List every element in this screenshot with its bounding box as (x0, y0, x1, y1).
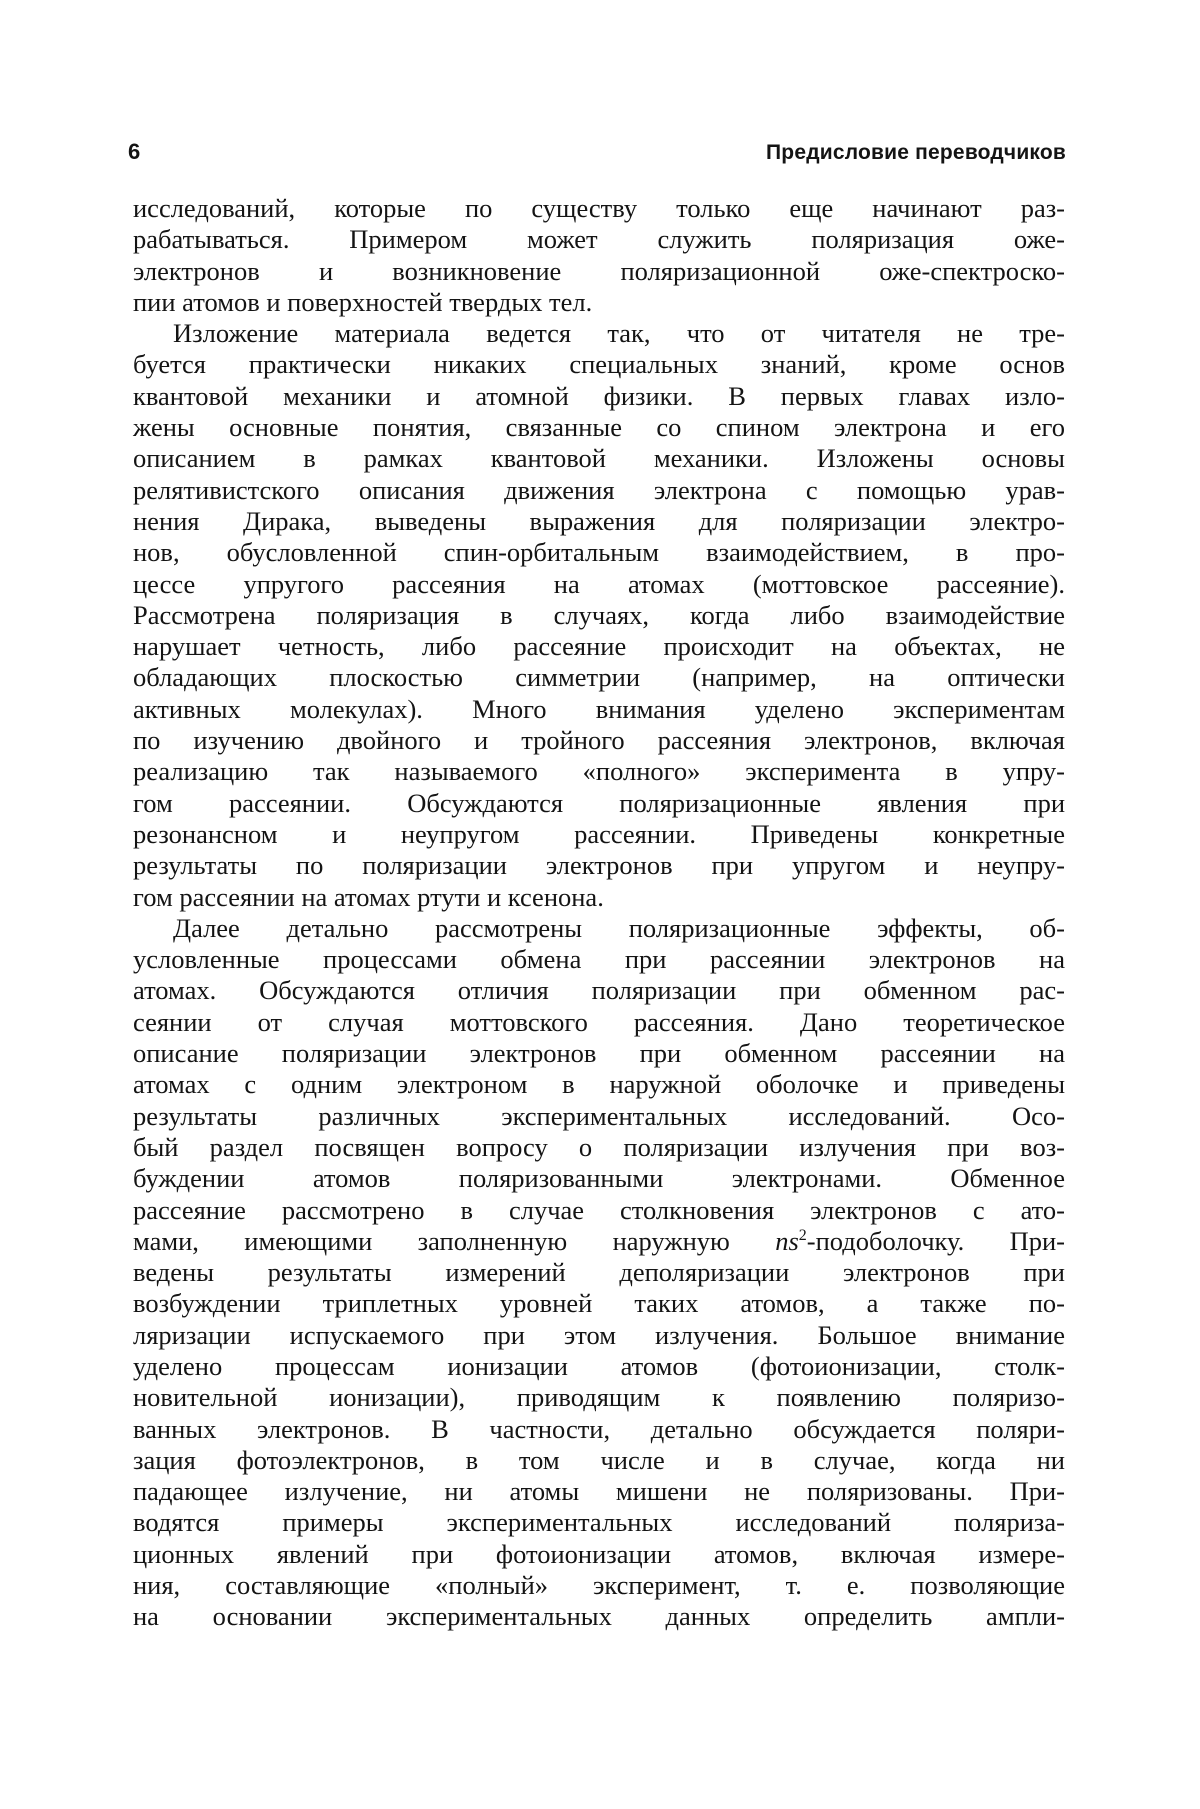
text-line: зация фотоэлектронов, в том числе и в случае, когда ни (133, 1444, 1065, 1475)
text-line: релятивистского описания движения электрона с помощью урав- (133, 474, 1065, 505)
text-line: нения Дирака, выведены выражения для поляризации электро- (133, 505, 1065, 536)
text-line: ванных электронов. В частности, детально обсуждается поляри- (133, 1413, 1065, 1444)
text-line: резонансном и неупругом рассеянии. Приведены конкретные (133, 818, 1065, 849)
text-line: обладающих плоскостью симметрии (например, на оптически (133, 662, 1065, 693)
text-line: новительной ионизации), приводящим к появлению поляризо- (133, 1382, 1065, 1413)
text-line-italic: ns (775, 1225, 799, 1256)
text-line: рабатываться. Примером может служить поляризация оже- (133, 224, 1065, 255)
text-line: атомах с одним электроном в наружной оболочке и приведены (133, 1069, 1065, 1100)
text-line: по изучению двойного и тройного рассеяния электронов, включая (133, 725, 1065, 756)
text-line: описание поляризации электронов при обменном рассеянии на (133, 1038, 1065, 1069)
text-line: гом рассеянии. Обсуждаются поляризационные явления при (133, 787, 1065, 818)
text-line: нарушает четность, либо рассеяние происходит на объектах, не (133, 631, 1065, 662)
text-line: результаты различных экспериментальных исследований. Осо- (133, 1100, 1065, 1131)
text-line: Далее детально рассмотрены поляризационные эффекты, об- (173, 912, 1065, 943)
text-line: ния, составляющие «полный» эксперимент, т. е. позволяющие (133, 1570, 1065, 1601)
text-line: квантовой механики и атомной физики. В первых главах изло- (133, 380, 1065, 411)
text-line: нов, обусловленной спин-орбитальным взаимодействием, в про- (133, 537, 1065, 568)
text-line: на основании экспериментальных данных определить ампли- (133, 1601, 1065, 1632)
text-line: гом рассеянии на атомах ртути и ксенона. (133, 881, 604, 912)
body-text (133, 193, 1065, 1633)
text-line: цессе упругого рассеяния на атомах (моттовское рассеяние). (133, 568, 1065, 599)
text-line: реализацию так называемого «полного» эксперимента в упру- (133, 756, 1065, 787)
text-line-text-before: мами, имеющими заполненную наружную (133, 1225, 776, 1256)
text-line: водятся примеры экспериментальных исследований поляриза- (133, 1507, 1065, 1538)
text-line: возбуждении триплетных уровней таких атомов, а также по- (133, 1288, 1065, 1319)
running-title: Предисловие переводчиков (766, 141, 1066, 164)
text-line: ляризации испускаемого при этом излучения. Большое внимание (133, 1319, 1065, 1350)
text-line: ционных явлений при фотоионизации атомов, включая измере- (133, 1538, 1065, 1569)
text-line-text-after: -подоболочку. При- (806, 1225, 1065, 1256)
text-line: сеянии от случая моттовского рассеяния. Дано теоретическое (133, 1006, 1065, 1037)
text-line: падающее излучение, ни атомы мишени не поляризованы. При- (133, 1476, 1065, 1507)
text-line: атомах. Обсуждаются отличия поляризации при обменном рас- (133, 975, 1065, 1006)
text-line: жены основные понятия, связанные со спином электрона и его (133, 412, 1065, 443)
text-line: результаты по поляризации электронов при упругом и неупру- (133, 850, 1065, 881)
text-line: бый раздел посвящен вопросу о поляризации излучения при воз- (133, 1131, 1065, 1162)
text-line: исследований, которые по существу только еще начинают раз- (133, 193, 1065, 223)
text-line: условленные процессами обмена при рассеянии электронов на (133, 944, 1065, 975)
text-line: пии атомов и поверхностей твердых тел. (133, 286, 593, 317)
text-line: буждении атомов поляризованными электронами. Обменное (133, 1163, 1065, 1194)
text-line: уделено процессам ионизации атомов (фотоионизации, столк- (133, 1350, 1065, 1381)
text-line: активных молекулах). Много внимания уделено экспериментам (133, 693, 1065, 724)
text-line: ведены результаты измерений деполяризации электронов при (133, 1257, 1065, 1288)
text-line: рассеяние рассмотрено в случае столкновения электронов с ато- (133, 1194, 1065, 1225)
running-header (128, 139, 1066, 179)
text-line: Рассмотрена поляризация в случаях, когда либо взаимодействие (133, 599, 1065, 630)
text-line-sup: 2 (798, 1226, 807, 1244)
text-line (133, 1226, 1065, 1257)
text-line: буется практически никаких специальных знаний, кроме основ (133, 349, 1065, 380)
text-line: электронов и возникновение поляризационной оже-спектроско- (133, 255, 1065, 286)
page-number: 6 (128, 139, 141, 164)
text-line: Изложение материала ведется так, что от читателя не тре- (173, 318, 1065, 349)
text-line: описанием в рамках квантовой механики. Изложены основы (133, 443, 1065, 474)
